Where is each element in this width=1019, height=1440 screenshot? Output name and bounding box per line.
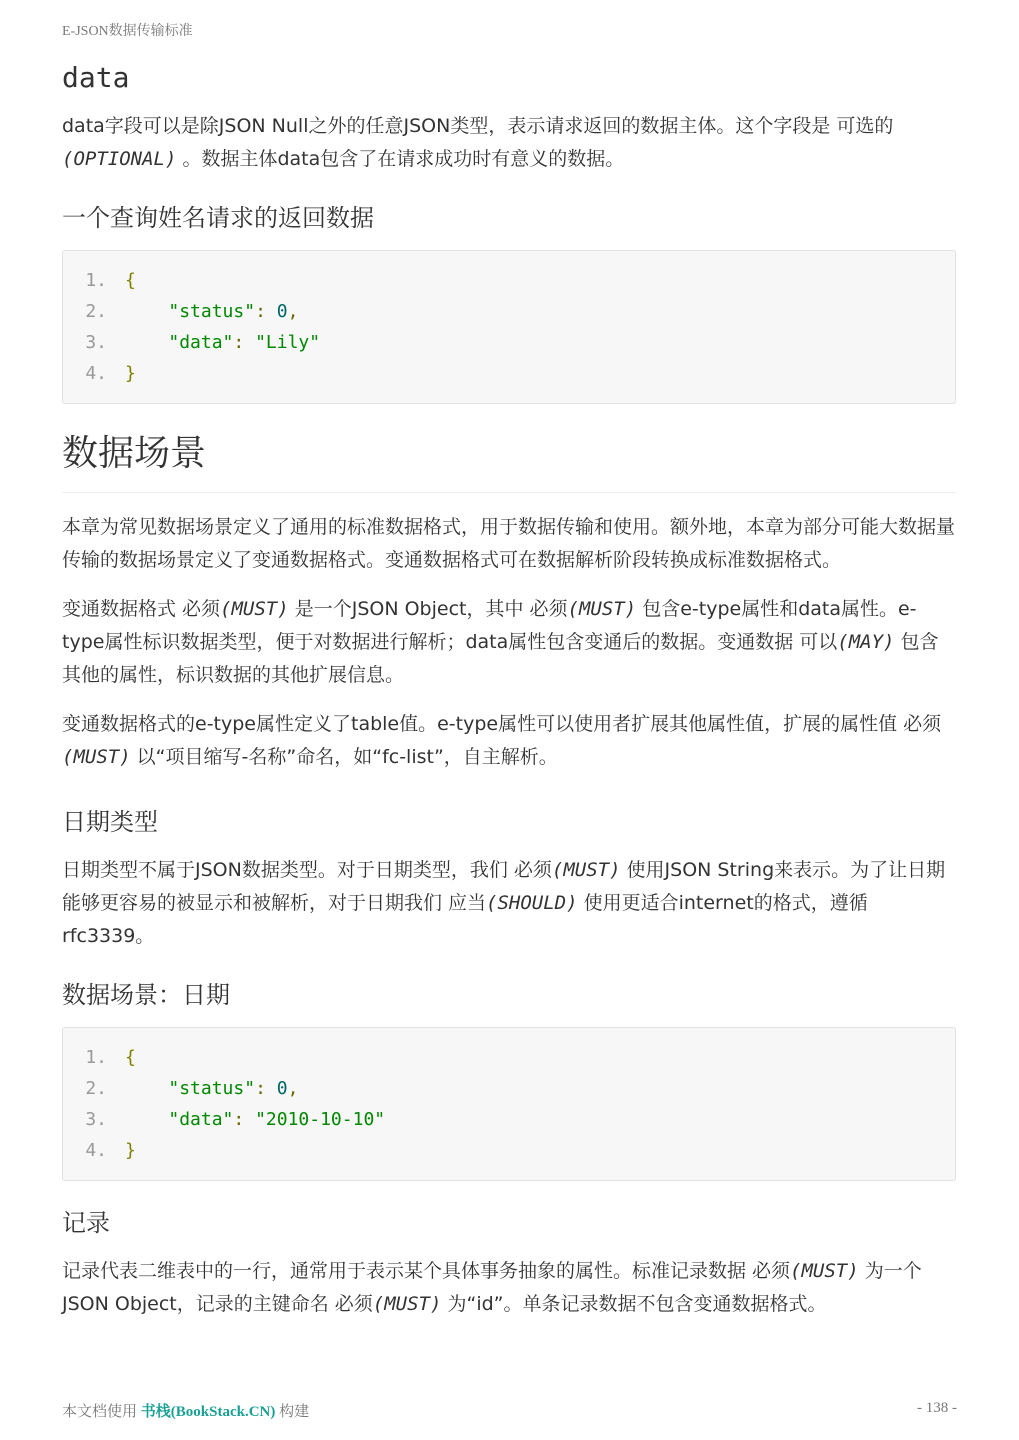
code-text: } <box>125 363 136 384</box>
section-title-date: 日期类型 <box>62 808 158 836</box>
code-line <box>63 1073 955 1104</box>
code-text: { <box>125 1047 136 1068</box>
json-key: "status" <box>168 1078 256 1099</box>
code-text: } <box>125 1140 136 1161</box>
code-text: "status": 0, <box>168 1078 299 1099</box>
page-footer <box>62 1400 957 1421</box>
example-heading-date: 数据场景：日期 <box>62 981 230 1009</box>
data-desc-text-2: 可选的 <box>836 115 894 137</box>
section-title-record: 记录 <box>62 1209 110 1237</box>
text-run: 记录代表二维表中的一行，通常用于表示某个具体事务抽象的属性。标准记录数据 必须 <box>62 1260 791 1282</box>
text-run: 使用更适合internet的格式，遵循rfc3339。 <box>62 892 868 947</box>
optional-keyword: (OPTIONAL) <box>62 148 177 170</box>
json-key: "data" <box>168 1109 234 1130</box>
must-keyword: (MUST) <box>372 1293 442 1315</box>
text-run: 日期类型不属于JSON数据类型。对于日期类型，我们 必须 <box>62 859 552 881</box>
text-run: 为一个JSON Object，记录的主键命名 必须 <box>62 1260 922 1315</box>
json-number: 0 <box>276 1078 288 1099</box>
code-text: "status": 0, <box>168 301 299 322</box>
json-string: "Lily" <box>255 332 321 353</box>
text-run: 使用JSON String来表示。为了让日期能够更容易的被显示和被解析，对于日期我们 应当 <box>62 859 946 914</box>
must-keyword: (MUST) <box>790 1260 859 1282</box>
code-line <box>63 1104 955 1135</box>
line-number: 1. <box>85 270 107 291</box>
line-number: 2. <box>85 301 107 322</box>
line-number: 4. <box>85 1140 107 1161</box>
text-run: 变通数据格式的e-type属性定义了table值。e-type属性可以使用者扩展其他属性值，扩展的属性值 必须 <box>62 713 942 735</box>
should-keyword: (SHOULD) <box>486 892 578 914</box>
json-string: "2010-10-10" <box>255 1109 386 1130</box>
record-paragraph <box>62 1255 956 1321</box>
code-line <box>63 296 955 327</box>
line-number: 4. <box>85 363 107 384</box>
section-title-data: data <box>62 61 130 94</box>
json-number: 0 <box>276 301 288 322</box>
bookstack-link[interactable]: 书栈(BookStack.CN) <box>140 1404 276 1420</box>
must-keyword: (MUST) <box>220 598 289 620</box>
json-key: "status" <box>168 301 256 322</box>
text-run: 为“id”。单条记录数据不包含变通数据格式。 <box>441 1293 827 1315</box>
may-keyword: (MAY) <box>837 631 895 653</box>
line-number: 3. <box>85 332 107 353</box>
code-block-name-example <box>62 250 956 404</box>
data-description <box>62 110 956 176</box>
text-run: 包含其他的属性，标识数据的其他扩展信息。 <box>62 631 939 686</box>
json-key: "data" <box>168 332 234 353</box>
code-text: "data": "Lily" <box>168 332 321 353</box>
data-desc-text-1: data字段可以是除JSON Null之外的任意JSON类型，表示请求返回的数据主体。这个字段是 <box>62 115 831 137</box>
must-keyword: (MUST) <box>567 598 637 620</box>
date-paragraph <box>62 854 956 953</box>
line-number: 1. <box>85 1047 107 1068</box>
must-keyword: (MUST) <box>551 859 621 881</box>
scene-paragraph-1: 本章为常见数据场景定义了通用的标准数据格式，用于数据传输和使用。额外地，本章为部分可能大数据量传输的数据场景定义了变通数据格式。变通数据格式可在数据解析阶段转换成标准数据格式。 <box>62 516 956 571</box>
page-number: - 138 - <box>917 1400 957 1416</box>
footer-credit <box>62 1400 309 1421</box>
scene-paragraph-2 <box>62 593 956 692</box>
code-line <box>63 1042 955 1073</box>
example-heading-name: 一个查询姓名请求的返回数据 <box>62 204 374 232</box>
code-block-date-example <box>62 1027 956 1181</box>
line-number: 3. <box>85 1109 107 1130</box>
footer-suffix: 构建 <box>275 1404 310 1420</box>
data-desc-text-3: 。数据主体data包含了在请求成功时有意义的数据。 <box>182 148 625 170</box>
page-header: E-JSON数据传输标准 <box>62 24 193 39</box>
text-run: 以“项目缩写-名称”命名，如“fc-list”，自主解析。 <box>130 746 558 768</box>
document-content <box>62 58 956 1337</box>
code-line <box>63 1135 955 1166</box>
code-line <box>63 358 955 389</box>
code-line <box>63 327 955 358</box>
code-line <box>63 265 955 296</box>
code-text: "data": "2010-10-10" <box>168 1109 386 1130</box>
code-text: { <box>125 270 136 291</box>
must-keyword: (MUST) <box>62 746 131 768</box>
section-title-scene: 数据场景 <box>62 428 956 493</box>
scene-paragraph-3 <box>62 708 956 774</box>
text-run: 是一个JSON Object，其中 必须 <box>288 598 568 620</box>
text-run: 变通数据格式 必须 <box>62 598 221 620</box>
footer-prefix: 本文档使用 <box>62 1404 141 1420</box>
text-run: 包含e-type属性和data属性。e-type属性标识数据类型，便于对数据进行解析；data属性包含变通后的数据。变通数据 可以 <box>62 598 917 653</box>
line-number: 2. <box>85 1078 107 1099</box>
